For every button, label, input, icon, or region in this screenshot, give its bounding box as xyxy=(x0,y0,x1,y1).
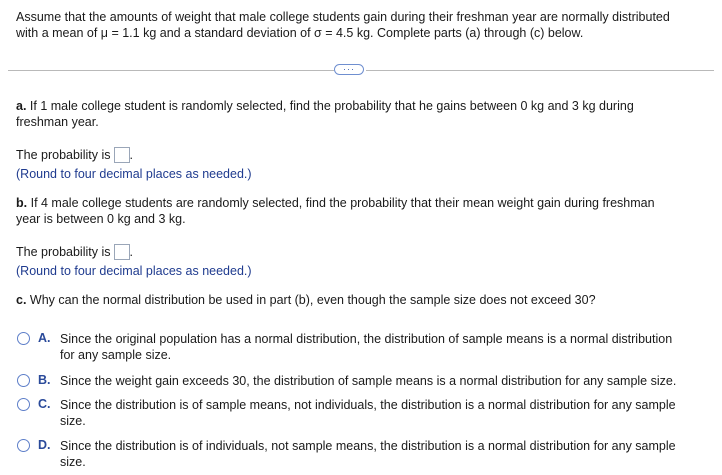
option-d-radio[interactable] xyxy=(17,439,30,452)
part-c-question-text: Why can the normal distribution be used in part (b), even though the sample size does not exceed 30? xyxy=(29,293,596,307)
option-a-letter: A. xyxy=(38,331,51,345)
divider xyxy=(8,70,334,71)
problem-statement-line: Assume that the amounts of weight that male college students gain during their freshman year are normally distributed xyxy=(16,10,670,24)
option-d-text: Since the distribution is of individuals, not sample means, the distribution is a normal distribution for any sample xyxy=(60,439,676,453)
part-b-answer-prefix: The probability is xyxy=(16,245,111,259)
option-d-letter: D. xyxy=(38,438,51,452)
part-a-question xyxy=(16,98,716,130)
part-a-label: a. xyxy=(16,99,27,113)
part-b-label: b. xyxy=(16,196,28,210)
part-a-question-text: If 1 male college student is randomly selected, find the probability that he gains between 0 kg and 3 kg during xyxy=(29,99,634,113)
option-a-text: for any sample size. xyxy=(60,348,172,362)
part-c-label: c. xyxy=(16,293,27,307)
option-a-radio[interactable] xyxy=(17,332,30,345)
part-a-answer-row xyxy=(16,147,716,163)
problem-statement-line: with a mean of μ = 1.1 kg and a standard deviation of σ = 4.5 kg. Complete parts (a) through (c) below. xyxy=(16,26,584,40)
part-b-answer-row xyxy=(16,244,716,260)
option-b-text: Since the weight gain exceeds 30, the distribution of sample means is a normal distribution for any sample size. xyxy=(60,374,677,388)
option-b-letter: B. xyxy=(38,373,51,387)
part-b-answer-suffix: . xyxy=(129,245,133,259)
option-c-text: size. xyxy=(60,414,86,428)
option-b-radio[interactable] xyxy=(17,374,30,387)
part-c-question xyxy=(16,292,716,308)
option-c-radio[interactable] xyxy=(17,398,30,411)
part-b-answer-input[interactable] xyxy=(114,244,130,260)
part-b-question-text: year is between 0 kg and 3 kg. xyxy=(16,212,186,226)
part-a-rounding-hint: (Round to four decimal places as needed.) xyxy=(16,167,252,181)
part-a-answer-prefix: The probability is xyxy=(16,148,111,162)
part-b-rounding-hint: (Round to four decimal places as needed.) xyxy=(16,264,252,278)
option-d-text: size. xyxy=(60,455,86,469)
expand-more-button[interactable]: ··· xyxy=(334,64,364,75)
option-a-text: Since the original population has a normal distribution, the distribution of sample means is a normal distribution xyxy=(60,332,673,346)
part-a-answer-suffix: . xyxy=(129,148,133,162)
option-c-letter: C. xyxy=(38,397,51,411)
option-c-text: Since the distribution is of sample means, not individuals, the distribution is a normal distribution for any sample xyxy=(60,398,676,412)
part-b-question-text: If 4 male college students are randomly selected, find the probability that their mean weight gain during freshman xyxy=(30,196,655,210)
problem-statement xyxy=(16,9,716,41)
part-a-question-text: freshman year. xyxy=(16,115,99,129)
part-a-answer-input[interactable] xyxy=(114,147,130,163)
part-b-question xyxy=(16,195,716,227)
divider xyxy=(366,70,714,71)
